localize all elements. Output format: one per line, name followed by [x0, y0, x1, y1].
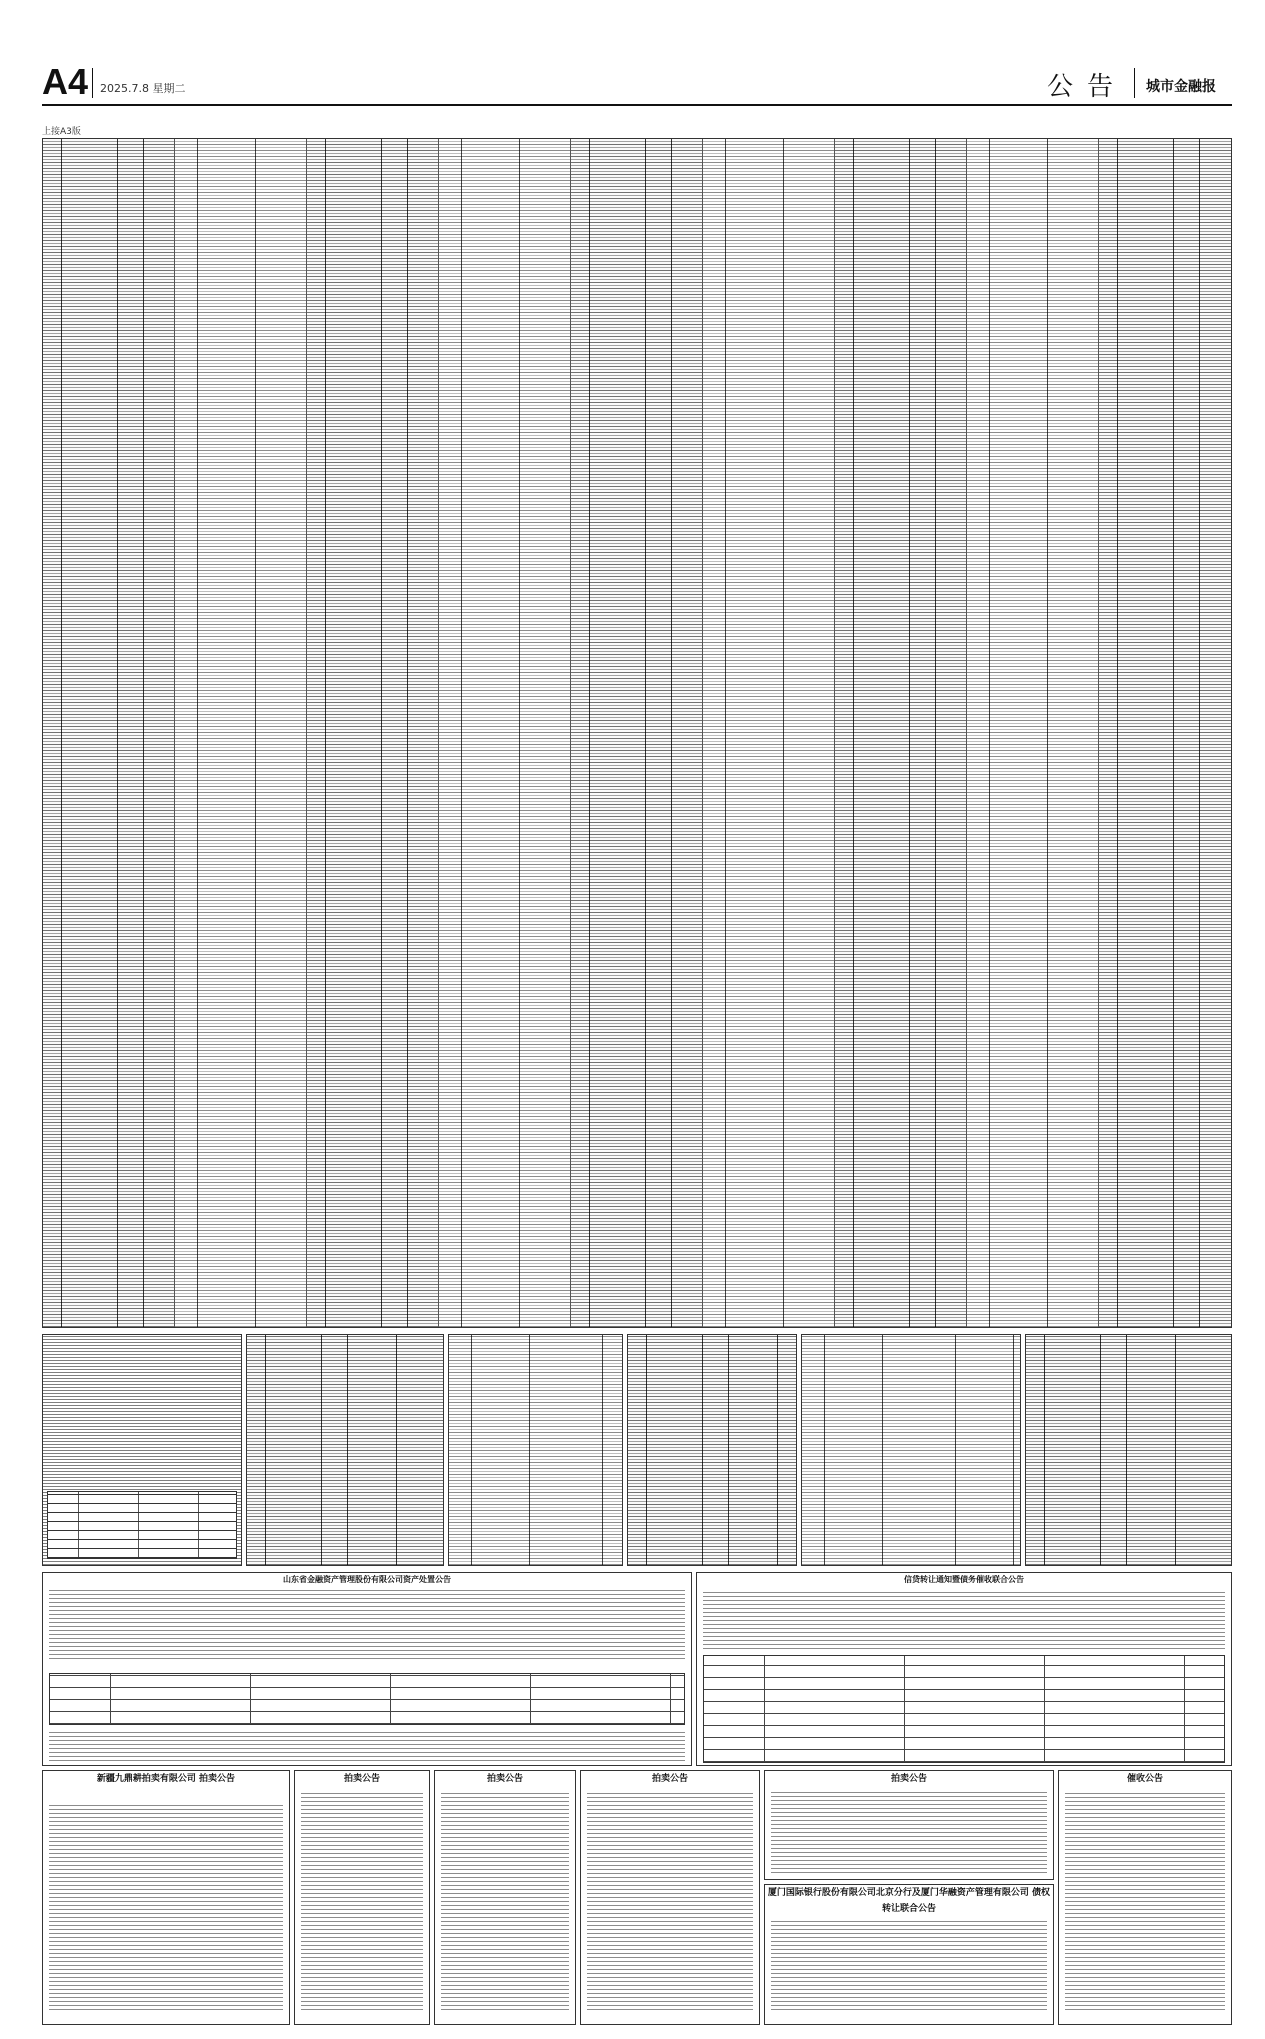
table-column-block: [835, 139, 967, 1327]
notice-body: [49, 1729, 685, 1761]
notice-title: 信贷转让通知暨债务催收联合公告: [697, 1573, 1231, 1587]
table-column-block: [448, 1334, 623, 1566]
table-column-block: [703, 139, 835, 1327]
notice-body: [441, 1791, 569, 2010]
table-column-block: [1025, 1334, 1232, 1566]
table-column-block: [246, 1334, 444, 1566]
auction-notice: [434, 1770, 576, 2025]
table-column-block: [307, 139, 439, 1327]
page-number: A4: [42, 61, 89, 102]
newspaper-name: 城市金融报: [1146, 79, 1216, 95]
notice-table: [703, 1655, 1225, 1763]
auction-notice: [764, 1770, 1054, 1880]
issue-date: 2025.7.8 星期二: [100, 82, 186, 95]
table-column-block: [967, 139, 1099, 1327]
auction-notice: [42, 1770, 290, 2025]
table-column-block: [175, 139, 307, 1327]
transfer-notice: [764, 1884, 1054, 2025]
notice-title: 拍卖公告: [890, 1774, 927, 1784]
auction-notice: [294, 1770, 430, 2025]
notice-text-block: [42, 1334, 242, 1566]
table-column-block: [439, 139, 571, 1327]
notice-body: [1065, 1791, 1225, 2010]
notice-title: 厦门国际银行股份有限公司北京分行及厦门华融资产管理有限公司 债权转让联合公告: [767, 1888, 1051, 1914]
table-column-block: [627, 1334, 797, 1566]
notice-title: 山东省金融资产管理股份有限公司资产处置公告: [43, 1573, 691, 1587]
masthead: [42, 62, 1232, 106]
notice-body: [771, 1919, 1047, 2010]
notice-body: [703, 1589, 1225, 1649]
notice-title: 拍卖公告: [486, 1774, 523, 1784]
masthead-divider: [92, 68, 93, 98]
notice-table: [49, 1673, 685, 1725]
notice-title: 拍卖公告: [343, 1774, 380, 1784]
continued-note: 上接A3版: [42, 127, 81, 137]
collection-notice: [1058, 1770, 1232, 2025]
notice-body: [301, 1791, 423, 2010]
auction-notice: [580, 1770, 760, 2025]
notice-title: 催收公告: [1126, 1774, 1163, 1784]
table-column-block: [43, 139, 175, 1327]
notice-credit-transfer: [696, 1572, 1232, 1766]
masthead-divider: [1134, 68, 1135, 98]
notice-body: [49, 1805, 283, 2010]
debt-listing-table: [42, 138, 1232, 1328]
table-column-block: [1099, 139, 1231, 1327]
notice-title: 拍卖公告: [651, 1774, 688, 1784]
notice-body: [587, 1791, 753, 2010]
table-column-block: [801, 1334, 1021, 1566]
notice-title: 新疆九鼎耕拍卖有限公司 拍卖公告: [96, 1774, 236, 1784]
notice-body: [771, 1791, 1047, 1873]
notice-shandong: [42, 1572, 692, 1766]
section-title: 公告: [1047, 72, 1128, 102]
notice-body: [49, 1589, 685, 1659]
table-column-block: [571, 139, 703, 1327]
notice-mini-table: [47, 1491, 237, 1559]
